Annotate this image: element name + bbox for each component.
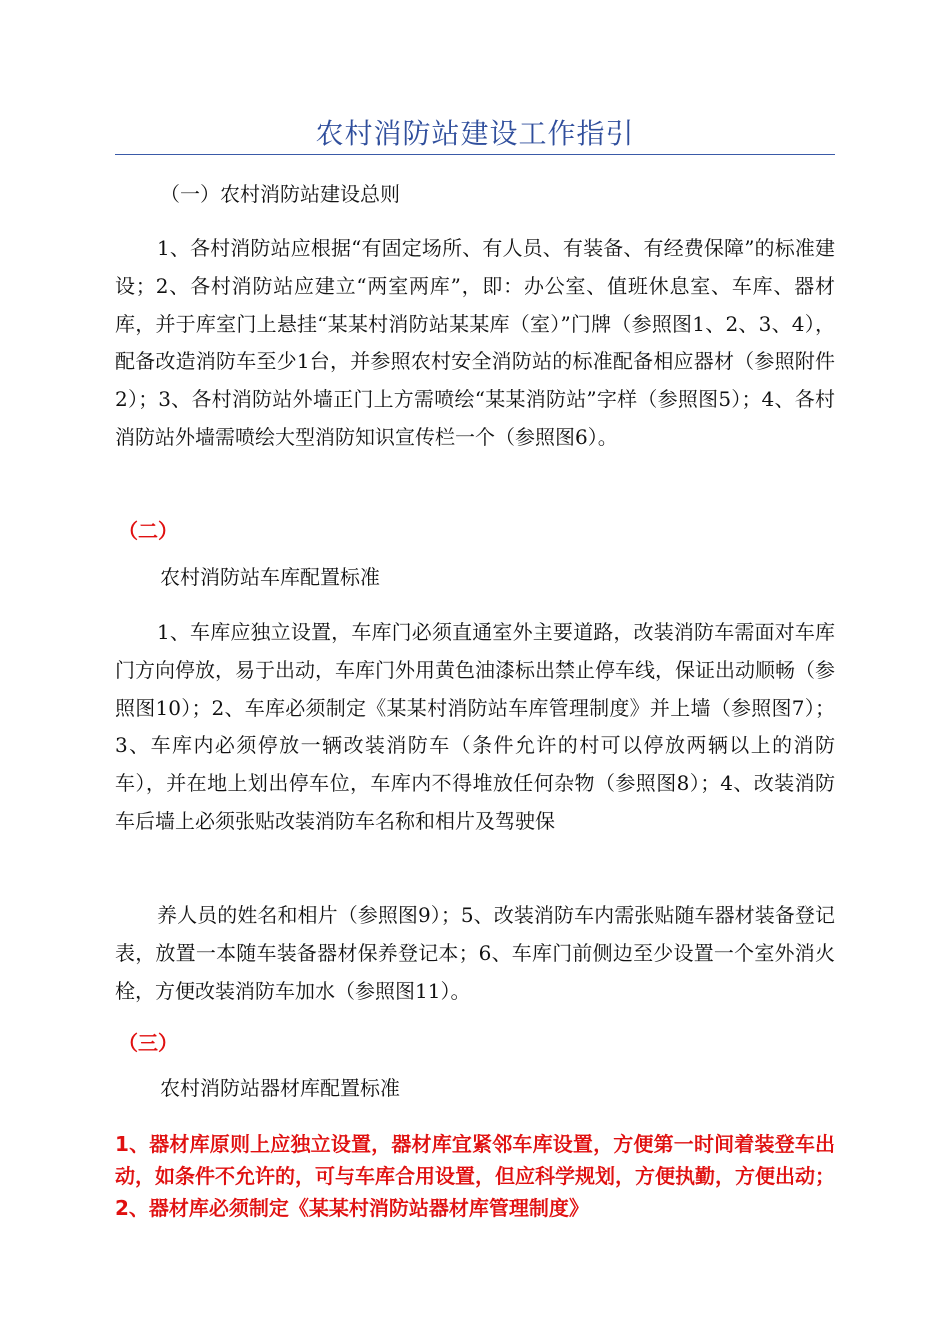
section-2-heading: 农村消防站车库配置标准: [160, 565, 380, 589]
section-1-paragraph: 1、各村消防站应根据“有固定场所、有人员、有装备、有经费保障”的标准建设；2、各村消防站应建立“两室两库”，即：办公室、值班休息室、车库、器材库，并于库室门上悬挂“某某村消防站某某库（室）”门牌（参照图1、2、3、4），配备改造消防车至少1台，并参照农村安全消防站的标准配备相应器材（参照附件2）；3、各村消防站外墙正门上方需喷绘“某某消防站”字样（参照图5）；4、各村消防站外墙需喷绘大型消防知识宣传栏一个（参照图6）。: [115, 236, 835, 449]
document-title: 农村消防站建设工作指引: [315, 117, 635, 150]
section-1-heading: （一）农村消防站建设总则: [160, 182, 400, 206]
section-3-paragraph: 1、器材库原则上应独立设置，器材库宜紧邻车库设置，方便第一时间着装登车出动，如条件不允许的，可与车库合用设置，但应科学规划，方便执勤，方便出动；2、器材库必须制定《某某村消防站器材库管理制度》: [115, 1132, 835, 1220]
section-2-marker: （二）: [118, 519, 178, 543]
section-3-heading: 农村消防站器材库配置标准: [160, 1076, 400, 1100]
section-2-paragraph-2: 养人员的姓名和相片（参照图9）；5、改装消防车内需张贴随车器材装备登记表，放置一本随车装备器材保养登记本；6、车库门前侧边至少设置一个室外消火栓，方便改装消防车加水（参照图11）。: [115, 903, 835, 1003]
section-3-marker: （三）: [118, 1031, 178, 1055]
title-underline: [115, 154, 835, 155]
section-2-paragraph-1: 1、车库应独立设置，车库门必须直通室外主要道路，改装消防车需面对车库门方向停放，易于出动，车库门外用黄色油漆标出禁止停车线，保证出动顺畅（参照图10）；2、车库必须制定《某某村消防站车库管理制度》并上墙（参照图7）；3、车库内必须停放一辆改装消防车（条件允许的村可以停放两辆以上的消防车），并在地上划出停车位，车库内不得堆放任何杂物（参照图8）；4、改装消防车后墙上必须张贴改装消防车名称和相片及驾驶保: [115, 620, 835, 833]
